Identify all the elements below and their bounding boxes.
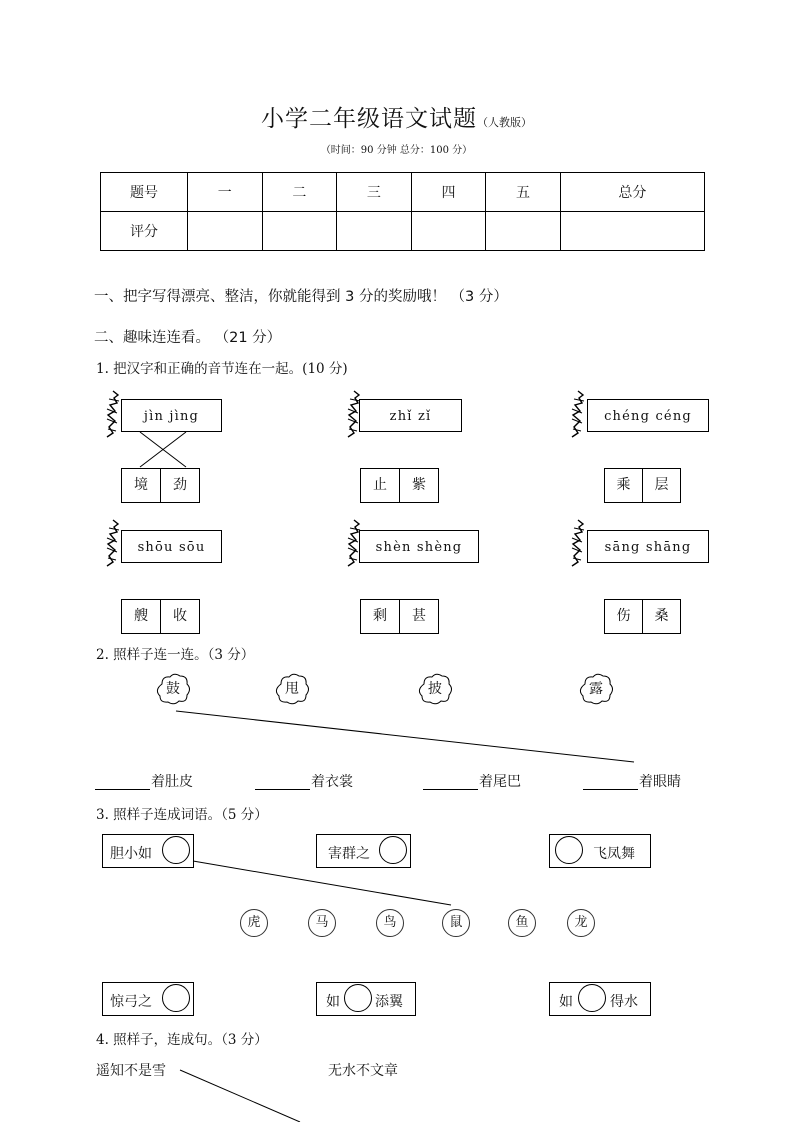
table-cell: 总分	[560, 173, 704, 212]
answer-blank[interactable]	[423, 772, 478, 790]
phrase-text: 着衣裳	[311, 774, 353, 790]
pinyin-box[interactable]: chéng céng	[587, 399, 709, 432]
idiom-box[interactable]	[549, 982, 651, 1016]
hanzi-pair-box[interactable]	[604, 468, 681, 503]
hanzi-pair-box[interactable]	[121, 599, 200, 634]
hanzi-char: 境	[134, 477, 148, 493]
hanzi-char: 桑	[642, 600, 680, 633]
cloud-char[interactable]: 鼓	[166, 681, 180, 697]
idiom-circle[interactable]	[162, 836, 190, 864]
idiom-text: 如	[559, 994, 573, 1010]
idiom-box[interactable]	[316, 834, 411, 868]
idiom-box[interactable]	[316, 982, 416, 1016]
cloud-char[interactable]: 甩	[285, 681, 299, 697]
hanzi-char: 层	[642, 469, 680, 502]
hanzi-char: 剩	[373, 608, 387, 624]
animal-circle[interactable]: 马	[308, 909, 336, 937]
pinyin-box[interactable]: zhǐ zǐ	[359, 399, 462, 432]
q3-title: 3. 照样子连成词语。（5 分）	[96, 807, 268, 823]
table-cell: 评分	[101, 212, 188, 251]
hanzi-pair-box[interactable]	[360, 468, 439, 503]
table-cell: 五	[486, 173, 561, 212]
table-cell: 一	[188, 173, 263, 212]
hanzi-char: 艘	[134, 608, 148, 624]
cloud-char[interactable]: 露	[589, 681, 603, 697]
answer-blank[interactable]	[255, 772, 310, 790]
animal-circle[interactable]: 鼠	[442, 909, 470, 937]
phrase-text: 着肚皮	[151, 774, 193, 790]
idiom-box[interactable]	[549, 834, 651, 868]
table-cell: 四	[411, 173, 486, 212]
pinyin-box[interactable]: sāng shāng	[587, 530, 709, 563]
pinyin-box[interactable]: shōu sōu	[121, 530, 222, 563]
idiom-text: 添翼	[375, 994, 403, 1010]
idiom-box[interactable]	[102, 834, 194, 868]
exam-info: （时间：90 分钟 总分：100 分）	[320, 145, 473, 156]
animal-circle[interactable]: 鸟	[376, 909, 404, 937]
phrase-text: 着眼睛	[639, 774, 681, 790]
hanzi-char: 劲	[160, 469, 199, 502]
title-suffix: （人教版）	[477, 116, 532, 129]
idiom-text: 惊弓之	[110, 994, 152, 1010]
hanzi-pair-box[interactable]	[604, 599, 681, 634]
hanzi-char: 止	[373, 477, 387, 493]
table-cell: 三	[337, 173, 412, 212]
idiom-text: 胆小如	[110, 846, 152, 862]
phrase-text: 着尾巴	[479, 774, 521, 790]
pinyin-box[interactable]: shèn shèng	[359, 530, 479, 563]
table-cell: 二	[262, 173, 337, 212]
table-cell: 题号	[101, 173, 188, 212]
idiom-circle[interactable]	[379, 836, 407, 864]
idiom-circle[interactable]	[555, 836, 583, 864]
hanzi-char: 紫	[399, 469, 438, 502]
animal-circle[interactable]: 鱼	[508, 909, 536, 937]
hanzi-char: 甚	[399, 600, 438, 633]
sentence-left[interactable]: 遥知不是雪	[96, 1063, 166, 1079]
q1-title: 1. 把汉字和正确的音节连在一起。(10 分)	[96, 361, 348, 377]
section-2-heading: 二、趣味连连看。 （21 分）	[94, 330, 282, 346]
q4-title: 4. 照样子，连成句。（3 分）	[96, 1032, 268, 1048]
animal-circle[interactable]: 龙	[567, 909, 595, 937]
answer-blank[interactable]	[583, 772, 638, 790]
pinyin-box[interactable]: jìn jìng	[121, 399, 222, 432]
section-1-heading: 一、把字写得漂亮、整洁，你就能得到 3 分的奖励哦！ （3 分）	[94, 289, 508, 305]
hanzi-char: 伤	[616, 608, 631, 624]
sentence-right[interactable]: 无水不文章	[328, 1063, 398, 1079]
hanzi-char: 收	[160, 600, 199, 633]
idiom-text: 飞凤舞	[593, 846, 635, 862]
answer-blank[interactable]	[95, 772, 150, 790]
idiom-circle[interactable]	[344, 984, 372, 1012]
idiom-text: 害群之	[328, 846, 370, 862]
title-main: 小学二年级语文试题	[261, 106, 477, 132]
idiom-text: 如	[326, 994, 340, 1010]
hanzi-pair-box[interactable]	[121, 468, 200, 503]
idiom-circle[interactable]	[578, 984, 606, 1012]
cloud-char[interactable]: 披	[428, 681, 442, 697]
idiom-box[interactable]	[102, 982, 194, 1016]
idiom-circle[interactable]	[162, 984, 190, 1012]
q2-title: 2. 照样子连一连。（3 分）	[96, 647, 255, 663]
idiom-text: 得水	[610, 994, 638, 1010]
hanzi-pair-box[interactable]	[360, 599, 439, 634]
hanzi-char: 乘	[616, 477, 631, 493]
animal-circle[interactable]: 虎	[240, 909, 268, 937]
